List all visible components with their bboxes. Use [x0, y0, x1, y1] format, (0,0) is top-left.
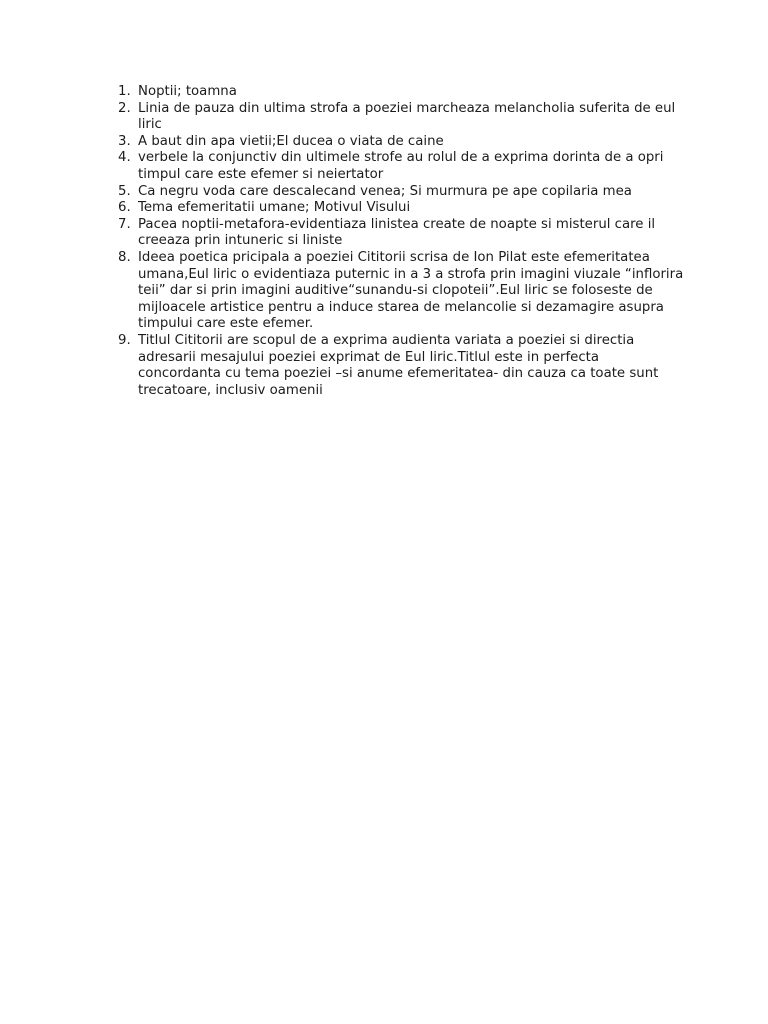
- list-item: [104, 217, 684, 250]
- item-number: 4.: [118, 150, 131, 166]
- item-text: A baut din apa vietii;El ducea o viata de caine: [138, 133, 444, 149]
- item-number: 9.: [118, 332, 131, 348]
- list-item: [104, 333, 684, 399]
- item-number: 8.: [118, 249, 131, 265]
- list-item: [104, 134, 684, 151]
- list-item: [104, 200, 684, 217]
- item-text: Pacea noptii-metafora-evidentiaza linistea create de noapte si misterul care il creeaza prin intuneric si liniste: [138, 216, 656, 249]
- item-text: Noptii; toamna: [138, 84, 237, 99]
- item-text: Linia de pauza din ultima strofa a poeziei marcheaza melancholia suferita de eul liric: [138, 100, 676, 133]
- item-number: 5.: [118, 183, 131, 199]
- list-item: [104, 101, 684, 134]
- list-item: [104, 150, 684, 183]
- answer-list: [104, 84, 684, 399]
- item-number: 2.: [118, 100, 131, 116]
- item-text: verbele la conjunctiv din ultimele strofe au rolul de a exprima dorinta de a opri timpul care este efemer si neiertator: [138, 150, 664, 182]
- item-text: Tema efemeritatii umane; Motivul Visului: [138, 200, 411, 216]
- list-item: [104, 84, 684, 101]
- item-text: Ca negru voda care descalecand venea; Si murmura pe ape copilaria mea: [138, 183, 632, 199]
- item-number: 3.: [118, 133, 131, 149]
- list-item: [104, 184, 684, 201]
- item-text: Ideea poetica pricipala a poeziei Cititorii scrisa de Ion Pilat este efemeritatea umana,Eul liric o evidentiaza puternic in a 3 a strofa prin imagini viuzale “inflorira teii” dar si prin imagini auditive“sunandu-si clopoteii”.Eul liric se foloseste de mijloacele artistice pentru a induce starea de melancolie si dezamagire asupra timpului care este efemer.: [138, 249, 684, 332]
- list-item: [104, 250, 684, 333]
- item-number: 6.: [118, 200, 131, 216]
- item-number: 7.: [118, 216, 131, 232]
- item-text: Titlul Cititorii are scopul de a exprima audienta variata a poeziei si directia adresarii mesajului poeziei exprimat de Eul liric.Titlul este in perfecta concordanta cu tema poeziei –si anume efemeritatea- din cauza ca toate sunt trecatoare, inclusiv oamenii: [138, 332, 659, 398]
- item-number: 1.: [118, 84, 131, 99]
